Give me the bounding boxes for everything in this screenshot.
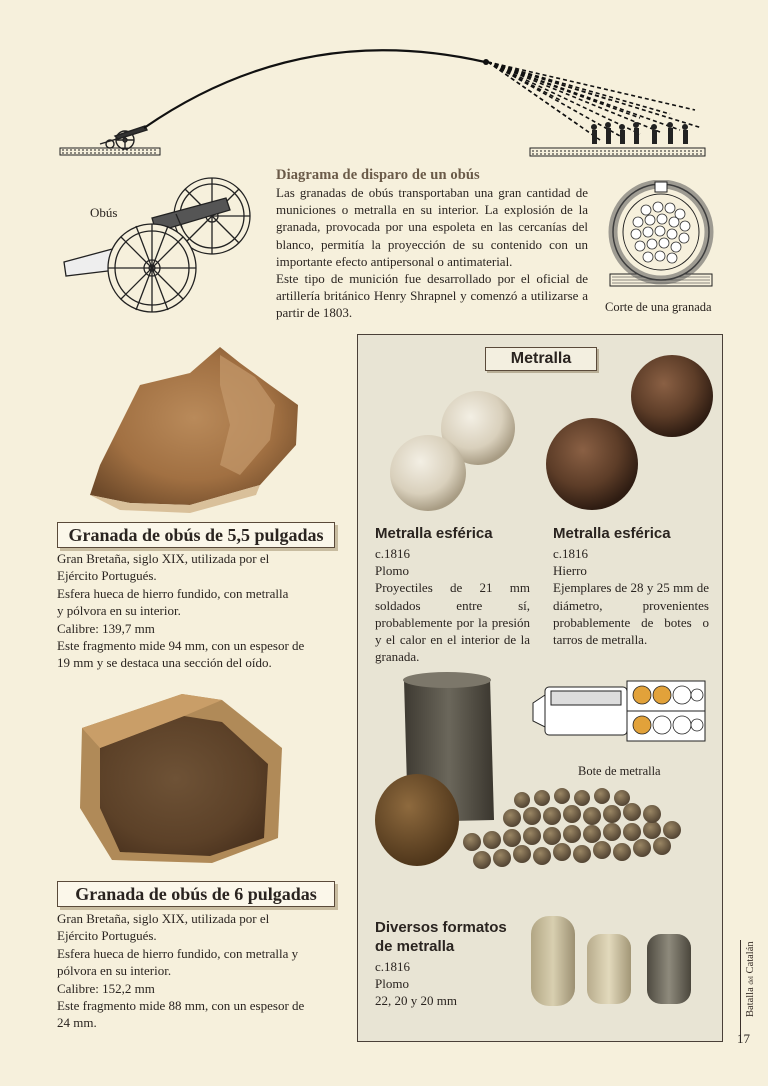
item2-line: Gran Bretaña, siglo XIX, utilizada por el (57, 911, 270, 926)
shot1-date: c.1816 (375, 546, 411, 561)
item2-line: Este fragmento mide 88 mm, con un espesor de (57, 998, 305, 1014)
diagram-paragraph-1: Las granadas de obús transportaban una gran cantidad de municiones o metralla en su interior. La explosión de la granada, provocada por una espoleta en las cercanías del blanco, permitía la proyección de su contenido con un importante efecto antipersonal o antimaterial. (276, 185, 588, 269)
diagram-description (276, 184, 588, 322)
item1-title: Granada de obús de 5,5 pulgadas (57, 522, 335, 548)
item2-line: 24 mm. (57, 1015, 97, 1031)
shot1-text: Proyectiles de 21 mm soldados entre sí, probablemente por la presión y el calor en el interior de la granada. (375, 580, 530, 665)
shot3-heading-line-2: de metralla (375, 938, 455, 955)
item1-line: Gran Bretaña, siglo XIX, utilizada por el (57, 551, 270, 566)
metralla-panel-title: Metralla (485, 347, 597, 371)
item1-description (57, 550, 307, 672)
item2-line: Ejército Portugués. (57, 928, 157, 944)
diagram-title: Diagrama de disparo de un obús (276, 167, 480, 183)
item1-line: Ejército Portugués. (57, 568, 157, 584)
item2-description (57, 910, 307, 1032)
shot1-details (375, 545, 530, 665)
trajectory-diagram (40, 40, 740, 180)
shot2-text: Ejemplares de 28 y 25 mm de diámetro, provenientes probablemente de botes o tarros de metralla. (553, 580, 709, 648)
lead-shot-image (380, 378, 530, 518)
canister-diagram (525, 675, 710, 750)
item2-title: Granada de obús de 6 pulgadas (57, 881, 335, 907)
slug-shot-image (525, 912, 710, 1012)
shot2-material: Hierro (553, 563, 587, 579)
shot3-date: c.1816 (375, 959, 411, 974)
item1-line: Esfera hueca de hierro fundido, con metralla (57, 585, 289, 601)
shot2-heading: Metralla esférica (553, 525, 671, 542)
howitzer-label: Obús (90, 205, 118, 220)
grenade-fragment-5-5-image (70, 345, 310, 515)
page-number: 17 (737, 1031, 750, 1046)
shot3-heading (375, 918, 507, 956)
item2-line: Calibre: 152,2 mm (57, 980, 155, 996)
footer-title-part: Batalla (745, 987, 756, 1017)
howitzer-illustration (56, 170, 268, 330)
item1-line: Calibre: 139,7 mm (57, 620, 155, 636)
item2-line: Esfera hueca de hierro fundido, con metralla y (57, 945, 299, 961)
grenade-section-label: Corte de una granada (605, 300, 712, 314)
footer-title-part: Catalán (745, 941, 756, 974)
shot1-heading: Metralla esférica (375, 525, 493, 542)
item1-line: Este fragmento mide 94 mm, con un espesor de (57, 638, 305, 654)
shot3-heading-line-1: Diversos formatos (375, 919, 507, 936)
iron-shot-image (535, 354, 715, 514)
item2-line: pólvora en su interior. (57, 963, 172, 979)
shot3-sizes: 22, 20 y 20 mm (375, 993, 457, 1009)
shot3-material: Plomo (375, 976, 409, 992)
footer-publication-title (745, 941, 756, 1017)
shot2-date: c.1816 (553, 546, 589, 561)
shot2-details (553, 545, 709, 648)
canister-label: Bote de metralla (578, 764, 661, 778)
item1-line: y pólvora en su interior. (57, 603, 181, 619)
item1-line: 19 mm y se destaca una sección del oído. (57, 655, 272, 671)
footer-rule (740, 940, 741, 1040)
footer-title-part: del (747, 976, 755, 985)
shot3-details (375, 958, 525, 1010)
grenade-section-illustration (606, 180, 716, 290)
grenade-fragment-6-image (72, 688, 292, 866)
shot1-material: Plomo (375, 563, 409, 579)
diagram-paragraph-2: Este tipo de munición fue desarrollado por el oficial de artillería británico Henry Shrapnel y comenzó a utilizarse a partir de 1803. (276, 271, 588, 321)
